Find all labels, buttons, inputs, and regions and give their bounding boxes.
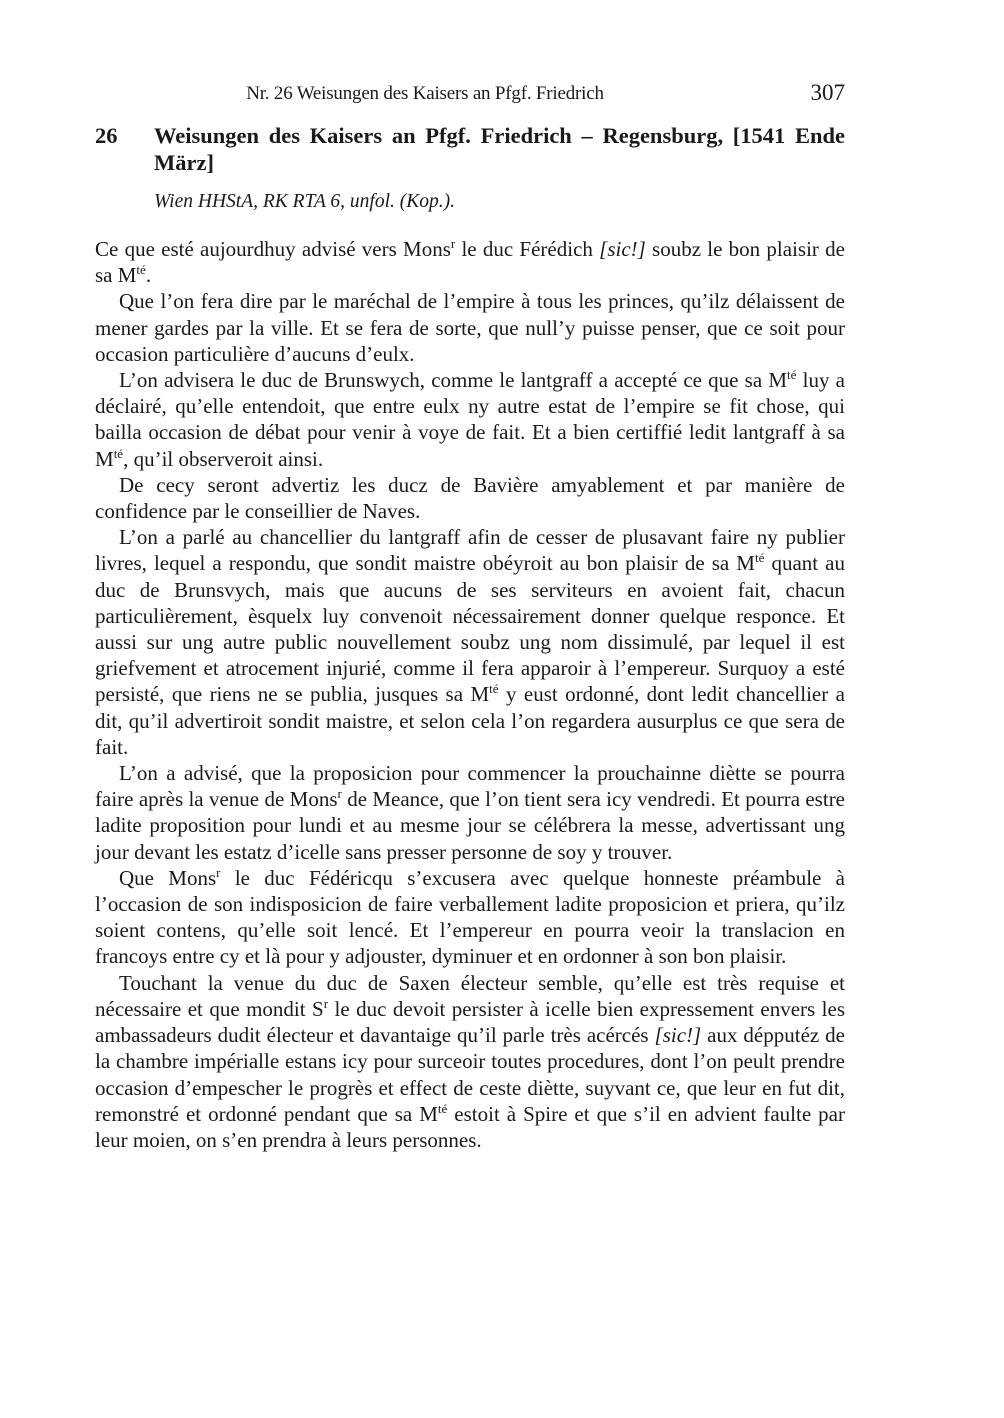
text-run: Touchant la venue du duc de Saxen électeur semble, qu’elle est très requise et nécessaire et que mondit S bbox=[95, 970, 845, 1021]
page-number: 307 bbox=[810, 80, 845, 105]
text-run: le duc Férédich bbox=[455, 237, 600, 261]
paragraph bbox=[95, 865, 845, 970]
superscript-abbrev: r bbox=[323, 995, 329, 1011]
superscript-abbrev: r bbox=[337, 786, 342, 802]
running-head-title: Nr. 26 Weisungen des Kaisers an Pfgf. Friedrich bbox=[246, 83, 604, 104]
document-title: Weisungen des Kaisers an Pfgf. Friedrich – Regensburg, [1541 Ende März] bbox=[154, 123, 845, 175]
running-head bbox=[95, 80, 845, 108]
document-heading bbox=[95, 122, 845, 176]
editorial-note: [sic!] bbox=[599, 237, 646, 261]
superscript-abbrev: té bbox=[489, 681, 499, 697]
text-run: estoit à Spire et que s’il en advient faulte par leur moien, on s’en prendra à leurs personnes. bbox=[95, 1101, 845, 1152]
text-run: De cecy seront advertiz les ducz de Bavière amyablement et par manière de confidence par le conseillier de Naves. bbox=[95, 472, 845, 524]
text-run: soubz le bon plaisir de sa M bbox=[95, 237, 845, 288]
superscript-abbrev: r bbox=[450, 235, 456, 251]
text-run: luy a déclairé, qu’elle entendoit, que entre eulx ny autre estat de l’empire se fit chose, qui bailla occasion de débat pour venir à voye de fait. Et a bien certiffié ledit lantgraff à sa M bbox=[95, 368, 845, 471]
paragraph bbox=[95, 760, 845, 865]
text-run: L’on a advisé, que la proposicion pour commencer la prouchainne diètte se pourra faire après la venue de Mons bbox=[95, 761, 845, 812]
text-run: , qu’il observeroit ainsi. bbox=[123, 446, 324, 471]
text-run: Que l’on fera dire par le maréchal de l’empire à tous les princes, qu’ilz délaissent de mener gardes par la ville. Et se fera de sorte, que null’y puisse penser, que ce soit pour occasion particulière d’aucuns d’eulx. bbox=[95, 289, 845, 366]
text-run: Ce que esté aujourdhuy advisé vers Mons bbox=[95, 237, 451, 261]
superscript-abbrev: té bbox=[754, 550, 765, 566]
superscript-abbrev: té bbox=[136, 262, 146, 278]
text-run: Que Mons bbox=[119, 865, 217, 890]
text-run: . bbox=[145, 263, 152, 288]
document-number: 26 bbox=[95, 123, 118, 148]
source-citation: Wien HHStA, RK RTA 6, unfol. (Kop.). bbox=[154, 191, 455, 212]
superscript-abbrev: té bbox=[437, 1100, 448, 1116]
text-run: le duc Fédéricqu s’excusera avec quelque honneste préambule à l’occasion de son indisposicion de faire verballement ladite proposicion et priera, qu’ilz soient contens, qu’elle soit lencé. Et l’empereur en pourra veoir la translacion en francoys entre cy et là pour y adjouster, dyminuer et en ordonner à son bon plaisir. bbox=[95, 865, 845, 969]
paragraph bbox=[95, 970, 845, 1153]
text-run: L’on a parlé au chancellier du lantgraff afin de cesser de plusavant faire ny publier livres, lequel a respondu, que sondit maistre obéyroit au bon plaisir de sa M bbox=[95, 525, 845, 576]
text-run: L’on advisera le duc de Brunswych, comme le lantgraff a accepté ce que sa M bbox=[119, 368, 788, 393]
text-run: aux dépputéz de la chambre impérialle estans icy pour surceoir toutes procedures, dont l’on peult prendre occasion d’empescher le progrès et effect de ceste diètte, suyvant ce, que leur en fut dit, remonstré et ordonné pendant que sa M bbox=[95, 1023, 845, 1126]
superscript-abbrev: té bbox=[787, 366, 797, 382]
text-run: y eust ordonné, dont ledit chancellier a dit, qu’il advertiroit sondit maistre, et selon cela l’on regardera ausurplus ce que sera de fait. bbox=[95, 682, 845, 759]
superscript-abbrev: té bbox=[113, 445, 124, 461]
text-run: le duc devoit persister à icelle bien expressement envers les ambassadeurs dudit électeur et davantaige qu’il parle très acércés bbox=[95, 996, 845, 1048]
editorial-note: [sic!] bbox=[654, 1023, 702, 1048]
paragraph bbox=[95, 367, 845, 472]
body-text bbox=[95, 236, 845, 1153]
superscript-abbrev: r bbox=[216, 864, 221, 880]
text-run: de Meance, que l’on tient sera icy vendredi. Et pourra estre ladite proposition pour lundi et au mesme jour se célébrera la messe, advertissant ung jour devant les estatz d’icelle sans presser personne de soy y trouver. bbox=[95, 787, 846, 864]
paragraph bbox=[95, 472, 845, 524]
paragraph bbox=[95, 524, 845, 760]
paragraph bbox=[95, 236, 845, 288]
paragraph bbox=[95, 288, 845, 367]
text-run: quant au duc de Brunsvych, mais que aucuns de ses serviteurs en avoient fait, chacun particulièrement, èsquelx luy convenoit nécessairement donner quelque responce. Et aussi sur ung autre public nouvellement soubz ung nom dissimulé, par lequel il est griefvement et atrocement injurié, comme il fera apparoir à l’empereur. Surquoy a esté persisté, que riens ne se publia, jusques sa M bbox=[95, 551, 845, 707]
